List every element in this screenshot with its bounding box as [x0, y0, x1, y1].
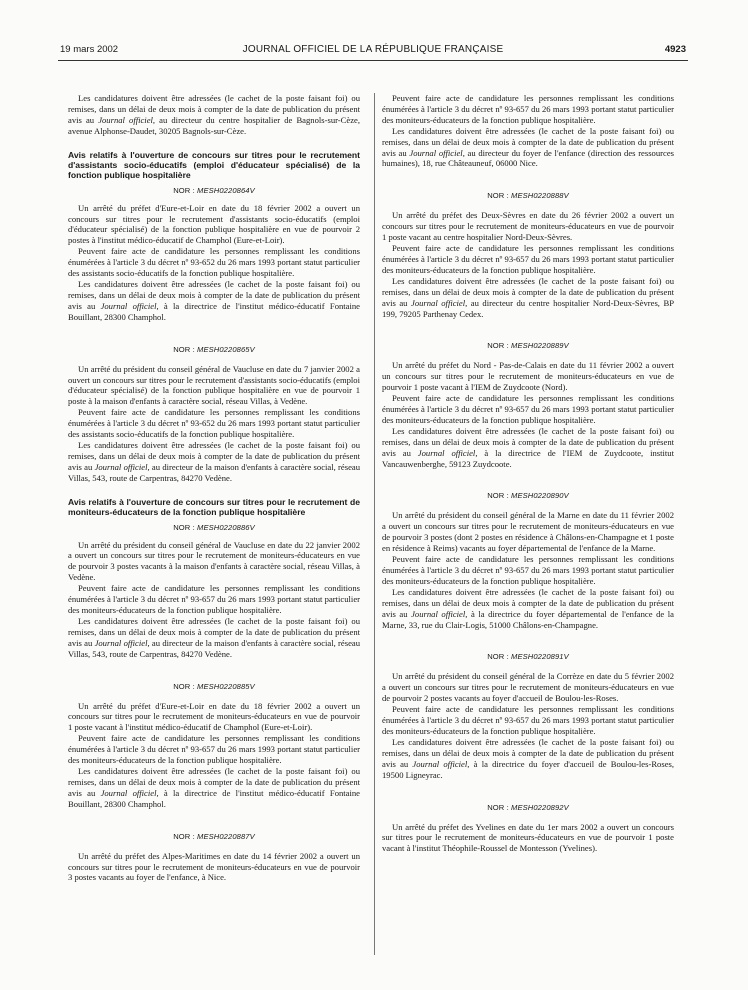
nor-reference	[68, 345, 360, 354]
paragraph: Un arrêté du président du conseil général de Vaucluse en date du 22 janvier 2002 a ouvert un concours sur titres pour le recrutement de moniteurs-éducateurs en vue de pourvoir 3 postes vacants à la maison d'enfants à caractère social, réseau Villas, à Vedène.	[68, 539, 360, 583]
nor-code: MESH0220889V	[511, 341, 569, 351]
nor-code: MESH0220892V	[511, 802, 569, 812]
nor-label: NOR :	[173, 831, 195, 841]
nor-reference	[68, 682, 360, 691]
page-number: 4923	[664, 44, 686, 55]
nor-code: MESH0220864V	[197, 185, 255, 195]
paragraph: Un arrêté du préfet des Yvelines en date du 1er mars 2002 a ouvert un concours sur titres pour le recrutement de moniteurs-éducateurs en vue de pourvoir 1 poste vacant à l'institut Théophile-Roussel de Montesson (Yvelines).	[382, 821, 674, 854]
nor-label: NOR :	[487, 652, 509, 662]
paragraph: Un arrêté du président du conseil général de la Marne en date du 11 février 2002 a ouvert un concours sur titres pour le recrutement de moniteurs-éducateurs en vue de pourvoir 3 postes (dont 2 postes en résidence à Châlons-en-Champagne et 1 poste en résidence à Reims) vacants au foyer départemental de l'enfance de la Marne.	[382, 510, 674, 554]
nor-reference	[382, 191, 674, 200]
page-header	[60, 44, 686, 58]
paragraph: Peuvent faire acte de candidature les personnes remplissant les conditions énumérées à l'article 3 du décret nº 93-657 du 26 mars 1993 portant statut particulier des moniteurs-éducateurs de la fonction publique hospitalière.	[68, 733, 360, 766]
nor-code: MESH0220891V	[511, 652, 569, 662]
paragraph: Peuvent faire acte de candidature les personnes remplissant les conditions énumérées à l'article 3 du décret nº 93-657 du 26 mars 1993 portant statut particulier des moniteurs-éducateurs de la fonction publique hospitalière.	[382, 554, 674, 586]
paragraph: Les candidatures doivent être adressées (le cachet de la poste faisant foi) ou remises, dans un délai de deux mois à compter de la date de publication du présent avis au Journal officiel, à la directrice de l'institut médico-éducatif Fontaine Bouillant, 28300 Champhol.	[68, 765, 360, 809]
paragraph: Un arrêté du président du conseil général de Vaucluse en date du 7 janvier 2002 a ouvert un concours sur titres pour le recrutement d'assistants socio-éducatifs (emploi d'éducateur spécialisé) de la fonction publique hospitalière en vue de pourvoir 1 poste à la maison d'enfants à caractère social, réseau Villas, à Vedène.	[68, 363, 360, 407]
left-column	[68, 93, 360, 973]
nor-reference	[68, 523, 360, 532]
nor-code: MESH0220888V	[511, 191, 569, 201]
nor-label: NOR :	[487, 802, 509, 812]
paragraph: Peuvent faire acte de candidature les personnes remplissant les conditions énumérées à l'article 3 du décret nº 93-652 du 26 mars 1993 portant statut particulier des assistants socio-éducatifs de la fonction publique hospitalière.	[68, 407, 360, 440]
nor-reference	[382, 491, 674, 500]
nor-label: NOR :	[487, 191, 509, 201]
paragraph: Peuvent faire acte de candidature les personnes remplissant les conditions énumérées à l'article 3 du décret nº 93-657 du 26 mars 1993 portant statut particulier des moniteurs-éducateurs de la fonction publique hospitalière.	[382, 393, 674, 425]
nor-code: MESH0220885V	[197, 681, 255, 691]
nor-reference	[382, 803, 674, 812]
nor-label: NOR :	[173, 681, 195, 691]
nor-label: NOR :	[487, 491, 509, 501]
paragraph: Peuvent faire acte de candidature les personnes remplissant les conditions énumérées à l'article 3 du décret nº 93-657 du 26 mars 1993 portant statut particulier des moniteurs-éducateurs de la fonction publique hospitalière.	[68, 583, 360, 615]
nor-code: MESH0220887V	[197, 831, 255, 841]
nor-code: MESH0220890V	[511, 491, 569, 501]
paragraph: Un arrêté du préfet des Alpes-Maritimes en date du 14 février 2002 a ouvert un concours sur titres pour le recrutement de moniteurs-éducateurs en vue de pourvoir 3 postes vacants au foyer de l'enfance, à Nice.	[68, 850, 360, 883]
paragraph: Un arrêté du préfet du Nord - Pas-de-Calais en date du 11 février 2002 a ouvert un concours sur titres pour le recrutement de moniteurs-éducateurs en vue de pourvoir 1 poste vacant à l'IEM de Zuydcoote (Nord).	[382, 360, 674, 393]
nor-reference	[382, 341, 674, 350]
section-heading: Avis relatifs à l'ouverture de concours sur titres pour le recrutement d'assistants socio-éducatifs (emploi d'éducateur spécialisé) de la fonction publique hospitalière	[68, 149, 360, 180]
paragraph: Les candidatures doivent être adressées (le cachet de la poste faisant foi) ou remises, dans un délai de deux mois à compter de la date de publication du présent avis au Journal officiel, à la directrice de l'institut médico-éducatif Fontaine Bouillant, 28300 Champhol.	[68, 278, 360, 322]
paragraph: Les candidatures doivent être adressées (le cachet de la poste faisant foi) ou remises, dans un délai de deux mois à compter de la date de publication du présent avis au Journal officiel, à la directrice de l'IEM de Zuydcoote, institut Vancauwenberghe, 59123 Zuydcoote.	[382, 425, 674, 469]
nor-code: MESH0220886V	[197, 522, 255, 532]
paragraph: Un arrêté du président du conseil général de la Corrèze en date du 5 février 2002 a ouvert un concours sur titres pour le recrutement de moniteurs-éducateurs en vue de pourvoir 2 postes vacants au foyer d'accueil de Boulou-les-Roses.	[382, 671, 674, 704]
nor-reference	[382, 652, 674, 661]
paragraph: Les candidatures doivent être adressées (le cachet de la poste faisant foi) ou remises, dans un délai de deux mois à compter de la date de publication du présent avis au Journal officiel, au directeur de la maison d'enfants à caractère social, réseau Villas, 543, route de Carpentras, 84270 Vedène.	[68, 439, 360, 483]
issue-date: 19 mars 2002	[60, 44, 119, 55]
paragraph: Un arrêté du préfet d'Eure-et-Loir en date du 18 février 2002 a ouvert un concours sur titres pour le recrutement de moniteurs-éducateurs en vue de pourvoir 1 poste vacant à l'institut médico-éducatif de Champhol (Eure-et-Loir).	[68, 700, 360, 733]
paragraph: Les candidatures doivent être adressées (le cachet de la poste faisant foi) ou remises, dans un délai de deux mois à compter de la date de publication du présent avis au Journal officiel, à la directrice du foyer départemental de l'enfance de la Marne, 33, rue du Clair-Logis, 51000 Châlons-en-Champagne.	[382, 586, 674, 630]
paragraph: Peuvent faire acte de candidature les personnes remplissant les conditions énumérées à l'article 3 du décret nº 93-657 du 26 mars 1993 portant statut particulier des moniteurs-éducateurs de la fonction publique hospitalière.	[382, 243, 674, 275]
header-rule	[58, 60, 688, 61]
right-column	[382, 93, 674, 973]
nor-reference	[68, 186, 360, 195]
journal-title: JOURNAL OFFICIEL DE LA RÉPUBLIQUE FRANÇAISE	[242, 44, 504, 55]
paragraph: Peuvent faire acte de candidature les personnes remplissant les conditions énumérées à l'article 3 du décret nº 93-652 du 26 mars 1993 portant statut particulier des assistants socio-éducatifs de la fonction publique hospitalière.	[68, 246, 360, 279]
nor-code: MESH0220865V	[197, 344, 255, 354]
paragraph: Les candidatures doivent être adressées (le cachet de la poste faisant foi) ou remises, dans un délai de deux mois à compter de la date de publication du présent avis au Journal officiel, au directeur de la maison d'enfants à caractère social, réseau Villas, 543, route de Carpentras, 84270 Vedène.	[68, 615, 360, 659]
column-divider	[374, 93, 375, 955]
nor-label: NOR :	[173, 522, 195, 532]
paragraph: Les candidatures doivent être adressées (le cachet de la poste faisant foi) ou remises, dans un délai de deux mois à compter de la date de publication du présent avis au Journal officiel, au directeur du foyer de l'enfance (direction des ressources humaines), 18, rue Châteauneuf, 06000 Nice.	[382, 125, 674, 169]
nor-reference	[68, 832, 360, 841]
paragraph: Peuvent faire acte de candidature les personnes remplissant les conditions énumérées à l'article 3 du décret nº 93-657 du 26 mars 1993 portant statut particulier des moniteurs-éducateurs de la fonction publique hospitalière.	[382, 704, 674, 736]
nor-label: NOR :	[173, 344, 195, 354]
nor-label: NOR :	[487, 341, 509, 351]
paragraph: Peuvent faire acte de candidature les personnes remplissant les conditions énumérées à l'article 3 du décret nº 93-657 du 26 mars 1993 portant statut particulier des moniteurs-éducateurs de la fonction publique hospitalière.	[382, 93, 674, 125]
paragraph: Un arrêté du préfet des Deux-Sèvres en date du 26 février 2002 a ouvert un concours sur titres pour le recrutement de moniteurs-éducateurs en vue de pourvoir 1 poste vacant au centre hospitalier Nord-Deux-Sèvres.	[382, 210, 674, 243]
paragraph: Les candidatures doivent être adressées (le cachet de la poste faisant foi) ou remises, dans un délai de deux mois à compter de la date de publication du présent avis au Journal officiel, au directeur du centre hospitalier Nord-Deux-Sèvres, BP 199, 79205 Parthenay Cedex.	[382, 275, 674, 319]
section-heading: Avis relatifs à l'ouverture de concours sur titres pour le recrutement de moniteurs-éducateurs de la fonction publique hospitalière	[68, 496, 360, 517]
paragraph: Les candidatures doivent être adressées (le cachet de la poste faisant foi) ou remises, dans un délai de deux mois à compter de la date de publication du présent avis au Journal officiel, à la directrice du foyer d'accueil de Boulou-les-Roses, 19500 Ligneyrac.	[382, 736, 674, 780]
paragraph: Un arrêté du préfet d'Eure-et-Loir en date du 18 février 2002 a ouvert un concours sur titres pour le recrutement d'assistants socio-éducatifs (emploi d'éducateur spécialisé) de la fonction publique hospitalière en vue de pourvoir 2 postes à l'institut médico-éducatif de Champhol (Eure-et-Loir).	[68, 202, 360, 246]
nor-label: NOR :	[173, 185, 195, 195]
paragraph: Les candidatures doivent être adressées (le cachet de la poste faisant foi) ou remises, dans un délai de deux mois à compter de la date de publication du présent avis au Journal officiel, au directeur du centre hospitalier de Bagnols-sur-Cèze, avenue Alphonse-Daudet, 30205 Bagnols-sur-Cèze.	[68, 93, 360, 136]
